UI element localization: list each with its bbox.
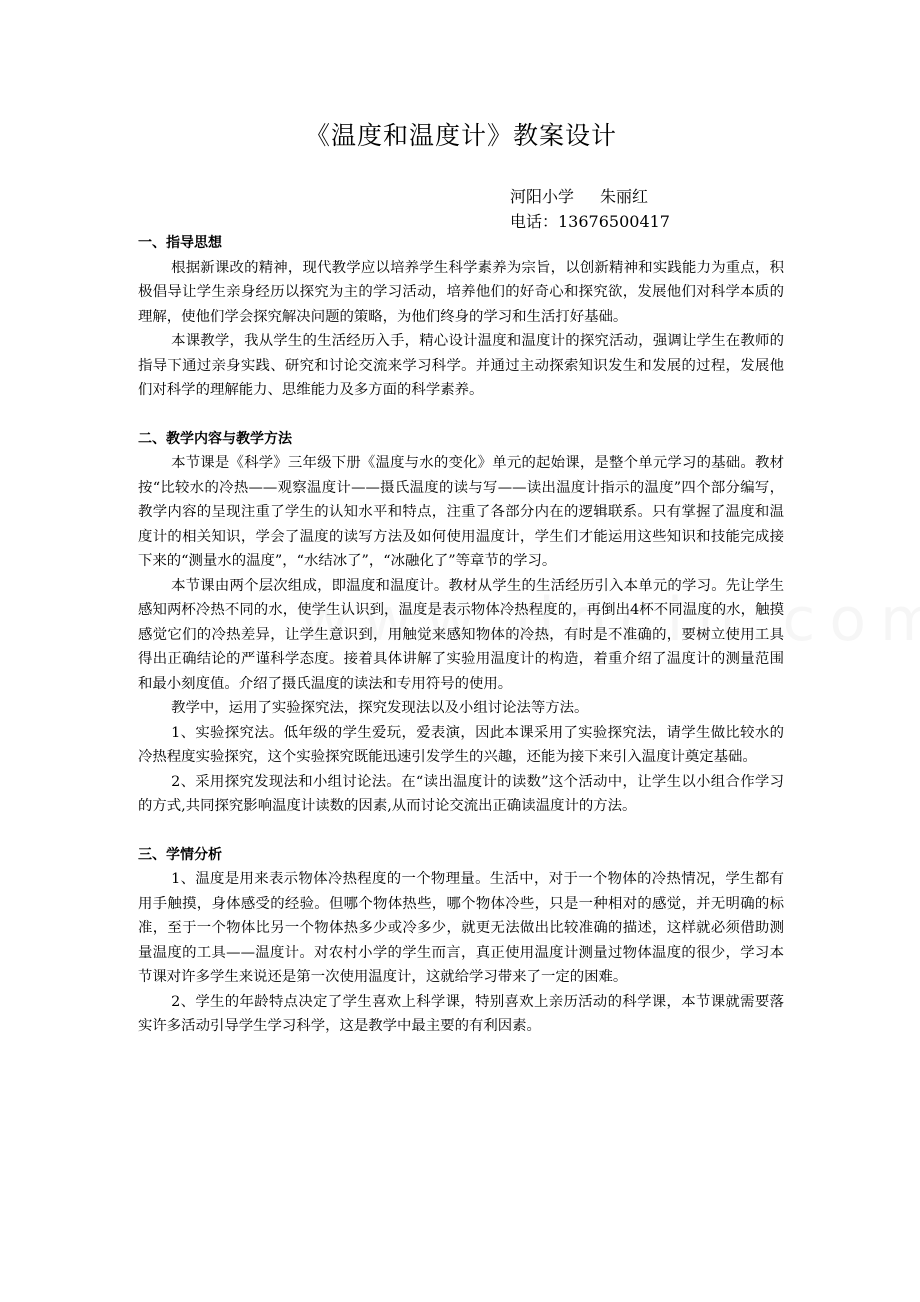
- paragraph: 1、实验探究法。低年级的学生爱玩，爱表演，因此本课采用了实验探究法，请学生做比较水的冷热程度实验探究，这个实验探究既能迅速引发学生的兴趣，还能为接下来引入温度计奠定基础。: [138, 724, 784, 765]
- paragraph: 教学中，运用了实验探究法，探究发现法以及小组讨论法等方法。: [171, 700, 589, 716]
- section-heading-student-analysis: 三、学情分析: [138, 846, 222, 863]
- school-name: 河阳小学: [510, 187, 575, 206]
- paragraph: 1、温度是用来表示物体冷热程度的一个物理量。生活中，对于一个物体的冷热情况，学生都有用手触摸，身体感受的经验。但哪个物体热些，哪个物体冷些，只是一种相对的感觉，并无明确的标准，至于一个物体比另一个物体热多少或冷多少，就更无法做出比较准确的描述，这样就必须借助测量温度的工具——温度计。对农村小学的学生而言，真正使用温度计测量过物体温度的很少，学习本节课对许多学生来说还是第一次使用温度计，这就给学习带来了一定的困难。: [138, 871, 784, 985]
- phone-line: 电话：13676500417: [510, 212, 670, 231]
- author-line: [510, 184, 670, 209]
- paragraph: 本节课是《科学》三年级下册《温度与水的变化》单元的起始课，是整个单元学习的基础。教材按“比较水的冷热——观察温度计——摄氏温度的读与写——读出温度计指示的温度”四个部分编写，教学内容的呈现注重了学生的认知水平和特点，注重了各部分内在的逻辑联系。只有掌握了温度和温度计的相关知识，学会了温度的读写方法及如何使用温度计，学生们才能运用这些知识和技能完成接下来的“测量水的温度”，“水结冰了”，“冰融化了”等章节的学习。: [138, 455, 784, 569]
- author-block: [510, 184, 670, 234]
- document-body: [138, 231, 784, 1039]
- paragraph: 2、学生的年龄特点决定了学生喜欢上科学课，特别喜欢上亲历活动的科学课，本节课就需要落实许多活动引导学生学习科学，这是教学中最主要的有利因素。: [138, 993, 784, 1034]
- paragraph: 本课教学，我从学生的生活经历入手，精心设计温度和温度计的探究活动，强调让学生在教师的指导下通过亲身实践、研究和讨论交流来学习科学。并通过主动探索知识发生和发展的过程，发展他们对科学的理解能力、思维能力及多方面的科学素养。: [138, 333, 784, 398]
- section-gap: [138, 403, 784, 427]
- section-heading-guiding-thought: 一、指导思想: [138, 235, 222, 251]
- paragraph: 根据新课改的精神，现代教学应以培养学生科学素养为宗旨，以创新精神和实践能力为重点，积极倡导让学生亲身经历以探究为主的学习活动，培养他们的好奇心和探究欲，发展他们对科学本质的理解，使他们学会探究解决问题的策略，为他们终身的学习和生活打好基础。: [138, 259, 784, 325]
- section-gap: [138, 819, 784, 843]
- teacher-name: 朱丽红: [600, 187, 649, 206]
- document-title: 《温度和温度计》教案设计: [304, 121, 617, 150]
- paragraph: 本节课由两个层次组成，即温度和温度计。教材从学生的生活经历引入本单元的学习。先让学生感知两杯冷热不同的水，使学生认识到，温度是表示物体冷热程度的，再倒出4杯不同温度的水，触摸感觉它们的冷热差异，让学生意识到，用触觉来感知物体的冷热，有时是不准确的，要树立使用工具得出正确结论的严谨科学态度。接着具体讲解了实验用温度计的构造，着重介绍了温度计的测量范围和最小刻度值。介绍了摄氏温度的读法和专用符号的使用。: [138, 577, 784, 692]
- section-heading-content-method: 二、教学内容与教学方法: [138, 430, 292, 447]
- paragraph: 2、采用探究发现法和小组讨论法。在“读出温度计的读数”这个活动中，让学生以小组合作学习的方式,共同探究影响温度计读数的因素,从而讨论交流出正确读温度计的方法。: [138, 773, 784, 814]
